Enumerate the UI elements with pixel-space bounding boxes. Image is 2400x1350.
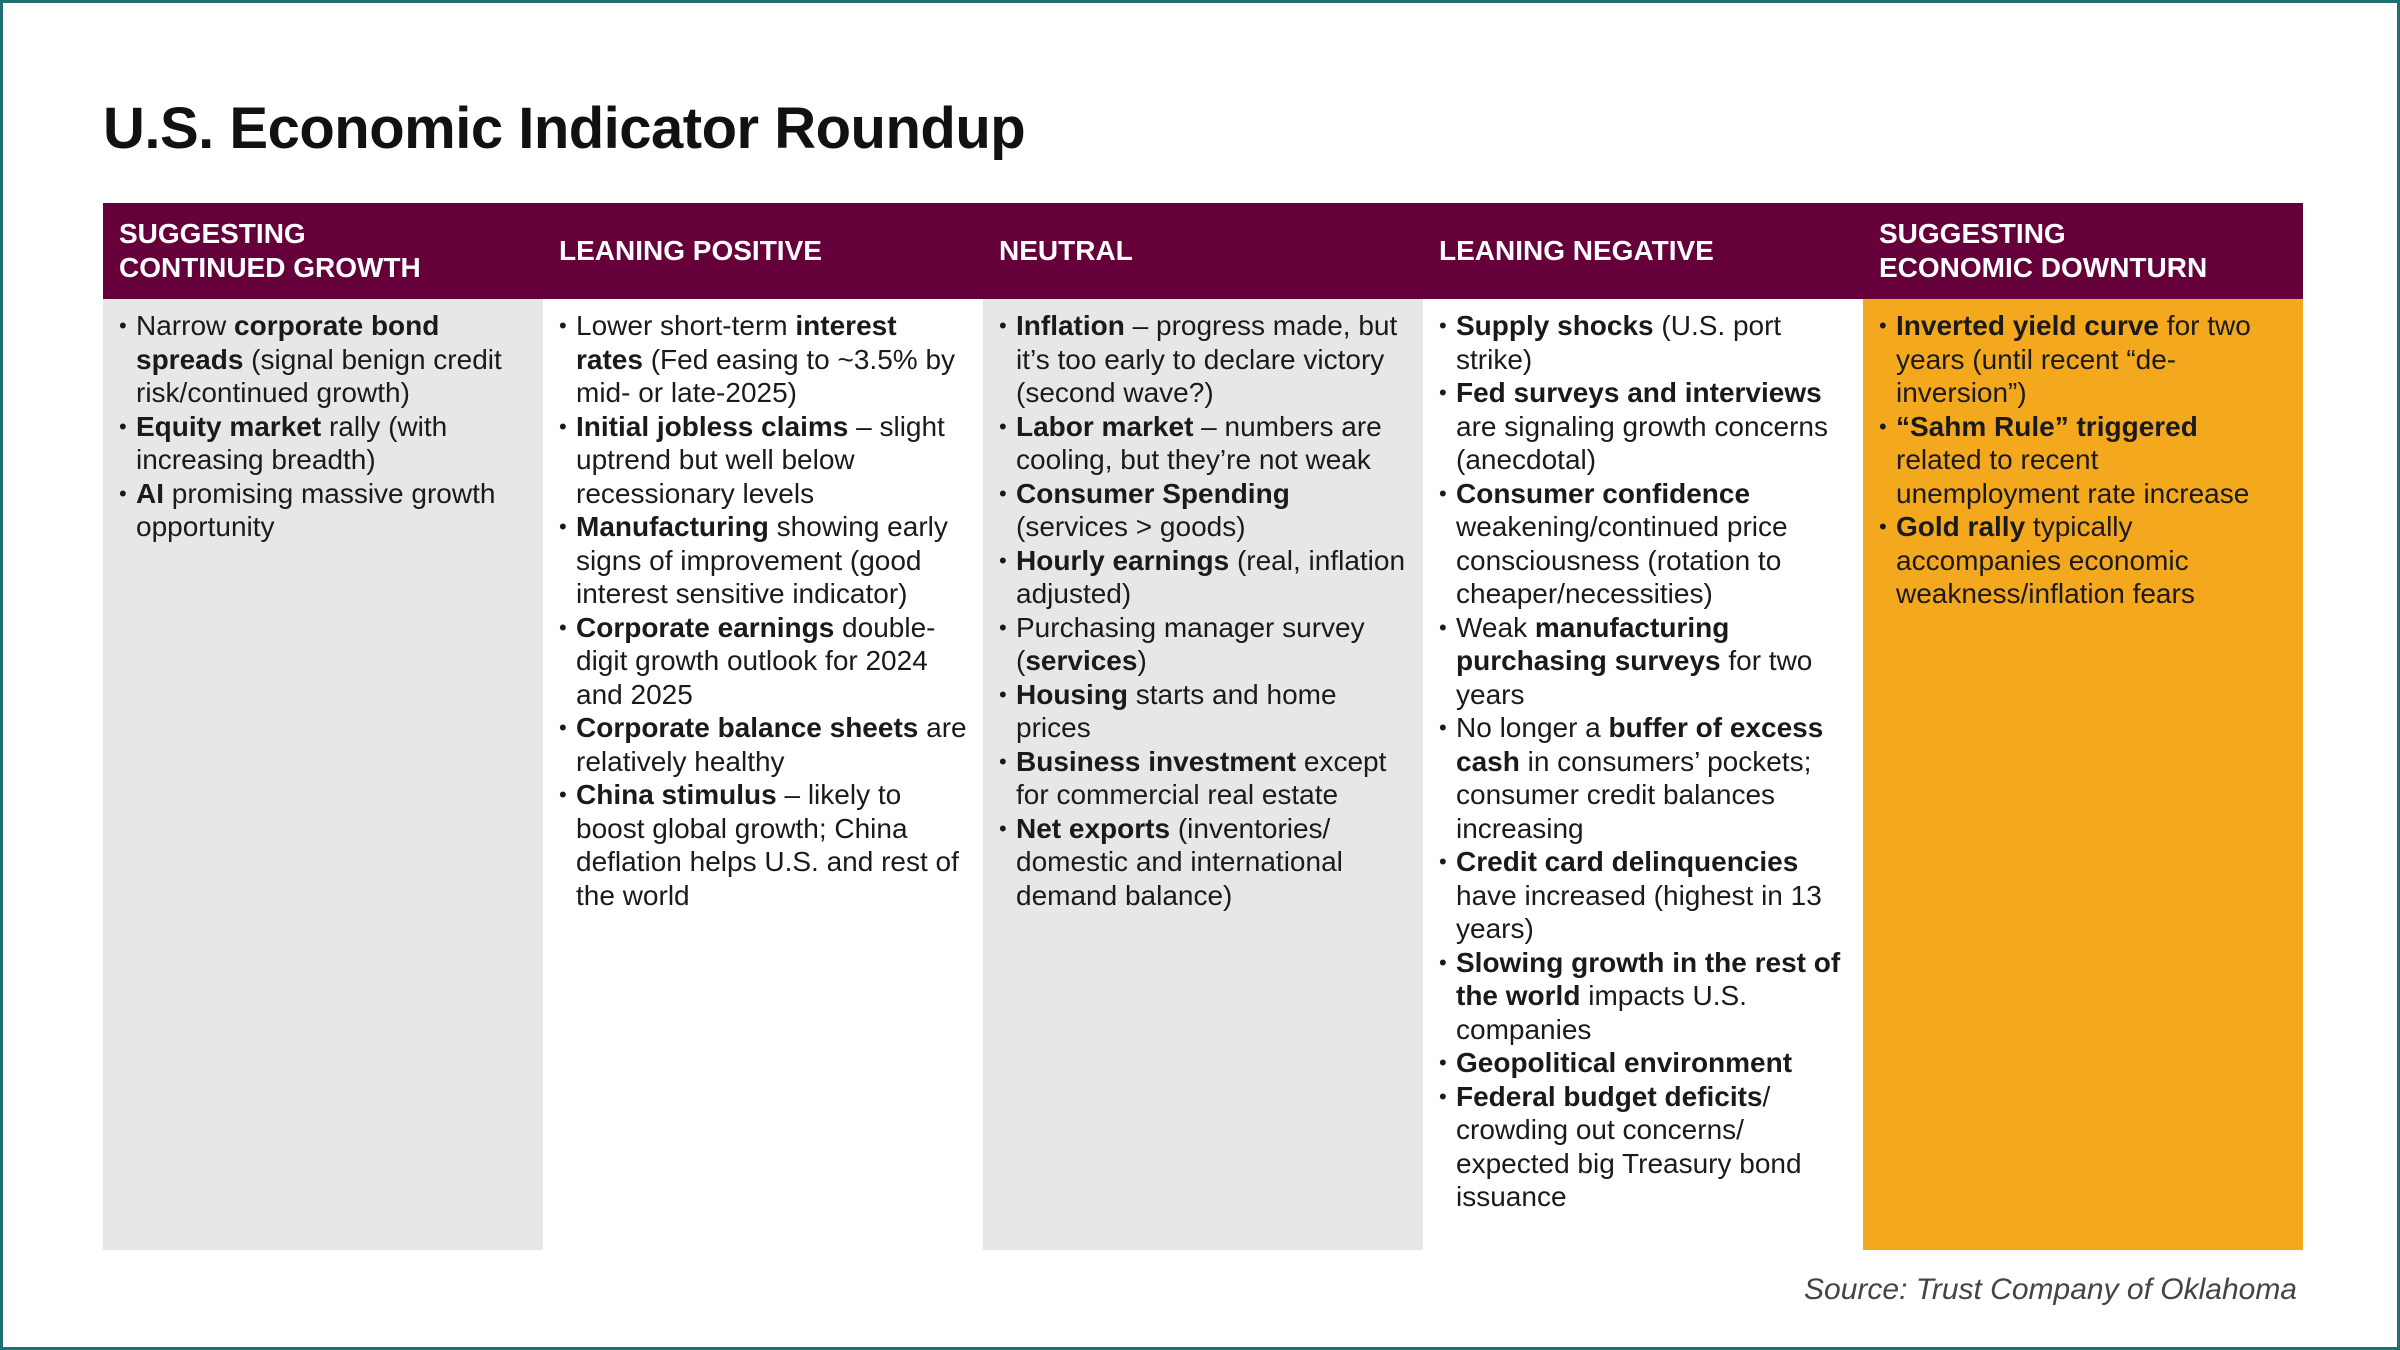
bullet-item <box>1439 309 1847 376</box>
bullet-item <box>559 510 967 611</box>
bullet-item <box>1439 376 1847 477</box>
text: have increased (highest in 13 years) <box>1456 879 1822 944</box>
bold-text: Fed surveys and interviews <box>1456 377 1822 408</box>
bullet-item <box>1439 711 1847 845</box>
bullet-item <box>1439 845 1847 946</box>
text: (U.S. port strike) <box>1456 310 1782 375</box>
text: double-digit growth outlook for 2024 and 2025 <box>576 611 936 710</box>
text: starts and home prices <box>1016 678 1337 743</box>
text: weakening/continued price consciousness (rotation to cheaper/necessities) <box>1456 511 1788 609</box>
text: Purchasing manager survey ( <box>1016 611 1365 676</box>
text: No longer a <box>1456 712 1609 743</box>
header-line: LEANING POSITIVE <box>559 235 822 266</box>
text: typically accompanies economic weakness/inflation fears <box>1896 511 2195 609</box>
bullet-item <box>119 477 527 544</box>
bold-text: Equity market <box>136 410 322 442</box>
column-header-leaning-negative <box>1423 203 1863 299</box>
bullet-item <box>1879 309 2287 410</box>
indicator-table <box>103 203 2303 1250</box>
column-body-leaning-negative <box>1423 299 1863 1250</box>
header-line: SUGGESTING <box>119 218 306 249</box>
text: related to recent unemployment rate increase <box>1896 444 2250 509</box>
bold-text: Corporate earnings <box>576 611 835 643</box>
bullet-item <box>999 309 1407 410</box>
bullet-item <box>119 309 527 410</box>
text: Weak <box>1456 611 1535 643</box>
column-header-leaning-positive <box>543 203 983 299</box>
column-header-continued-growth <box>103 203 543 299</box>
bold-text: Gold rally <box>1896 511 2026 542</box>
text: in consumers’ pockets; consumer credit balances increasing <box>1456 745 1812 844</box>
bullet-item <box>1879 510 2287 611</box>
column-body-continued-growth <box>103 299 543 1250</box>
header-line: LEANING NEGATIVE <box>1439 235 1714 266</box>
text: rally (with increasing breadth) <box>136 410 448 475</box>
bullet-item <box>1439 477 1847 611</box>
bullet-item <box>999 477 1407 544</box>
bullet-item <box>559 410 967 511</box>
bullet-item <box>999 678 1407 745</box>
text: (real, inflation adjusted) <box>1016 544 1406 609</box>
text: (Fed easing to ~3.5% by mid- or late-2025) <box>576 343 956 408</box>
bullet-item <box>1879 410 2287 511</box>
bold-text: Supply shocks <box>1456 310 1654 341</box>
text: except for commercial real estate <box>1016 745 1387 810</box>
bullet-item <box>1439 1046 1847 1080</box>
bullet-list <box>1439 309 1847 1214</box>
bold-text: AI <box>136 477 164 509</box>
text: Lower short-term <box>576 310 796 341</box>
bold-text: “Sahm Rule” triggered <box>1896 410 2198 442</box>
header-line: NEUTRAL <box>999 235 1133 266</box>
bullet-list <box>999 309 1407 912</box>
bold-text: Housing <box>1016 678 1128 710</box>
text: (inventories/ domestic and international demand balance) <box>1016 812 1343 911</box>
text: – likely to boost global growth; China deflation helps U.S. and rest of the world <box>576 779 959 911</box>
bold-text: Federal budget deficits <box>1456 1080 1763 1112</box>
text: showing early signs of improvement (good interest sensitive indicator) <box>576 511 948 609</box>
bold-text: buffer of excess cash <box>1456 712 1824 777</box>
bullet-item <box>559 309 967 410</box>
column-body-economic-downturn <box>1863 299 2303 1250</box>
bold-text: interest rates <box>576 310 897 375</box>
text: Narrow <box>136 310 235 341</box>
bullet-item <box>999 812 1407 913</box>
column-body-leaning-positive <box>543 299 983 1250</box>
page-title: U.S. Economic Indicator Roundup <box>103 96 1026 161</box>
bold-text: Corporate balance sheets <box>576 712 919 743</box>
text: – progress made, but it’s too early to declare victory (second wave?) <box>1016 310 1398 408</box>
bold-text: Manufacturing <box>576 511 769 542</box>
bullet-item <box>1439 611 1847 712</box>
bold-text: Inflation <box>1016 310 1125 341</box>
column-header-economic-downturn <box>1863 203 2303 299</box>
bullet-item <box>1439 1080 1847 1214</box>
text: impacts U.S. companies <box>1456 980 1747 1045</box>
text: – slight uptrend but well below recessionary levels <box>576 410 945 509</box>
column-header-neutral <box>983 203 1423 299</box>
bold-text: corporate bond spreads <box>136 310 440 375</box>
bullet-item <box>119 410 527 477</box>
bold-text: Hourly earnings <box>1016 544 1230 576</box>
text: for two years (until recent “de-inversion”) <box>1896 310 2251 408</box>
text: / crowding out concerns/ expected big Treasury bond issuance <box>1456 1080 1802 1212</box>
text: are relatively healthy <box>576 712 967 777</box>
bold-text: Inverted yield curve <box>1896 310 2160 341</box>
bullet-item <box>999 544 1407 611</box>
header-line: SUGGESTING <box>1879 218 2066 249</box>
header-line: ECONOMIC DOWNTURN <box>1879 252 2208 283</box>
text: ) <box>1137 645 1147 676</box>
bullet-item <box>999 410 1407 477</box>
bullet-item <box>559 611 967 712</box>
header-line: CONTINUED GROWTH <box>119 252 421 283</box>
bullet-item <box>1439 946 1847 1047</box>
text: (signal benign credit risk/continued growth) <box>136 343 502 408</box>
bold-text: Initial jobless claims <box>576 410 849 442</box>
text: promising massive growth opportunity <box>136 477 496 542</box>
bullet-item <box>559 711 967 778</box>
bullet-item <box>999 611 1407 678</box>
text: – numbers are cooling, but they’re not weak <box>1016 410 1382 475</box>
bold-text: Consumer Spending <box>1016 477 1290 509</box>
bold-text: manufacturing purchasing surveys <box>1456 611 1730 676</box>
source-note: Source: Trust Company of Oklahoma <box>1804 1273 2297 1306</box>
bold-text: services <box>1025 645 1138 676</box>
text: (services > goods) <box>1016 511 1246 542</box>
bold-text: Labor market <box>1016 410 1194 442</box>
bold-text: Consumer confidence <box>1456 477 1751 509</box>
text: are signaling growth concerns (anecdotal) <box>1456 410 1828 475</box>
bold-text: Geopolitical environment <box>1456 1047 1793 1078</box>
bullet-list <box>119 309 527 544</box>
text: for two years <box>1456 645 1813 710</box>
bold-text: Net exports <box>1016 812 1171 844</box>
bold-text: Business investment <box>1016 745 1297 777</box>
bullet-list <box>1879 309 2287 611</box>
bold-text: Slowing growth in the rest of the world <box>1456 946 1841 1011</box>
bullet-list <box>559 309 967 912</box>
column-body-neutral <box>983 299 1423 1250</box>
bullet-item <box>999 745 1407 812</box>
bold-text: Credit card delinquencies <box>1456 846 1799 877</box>
bold-text: China stimulus <box>576 779 777 810</box>
bullet-item <box>559 778 967 912</box>
